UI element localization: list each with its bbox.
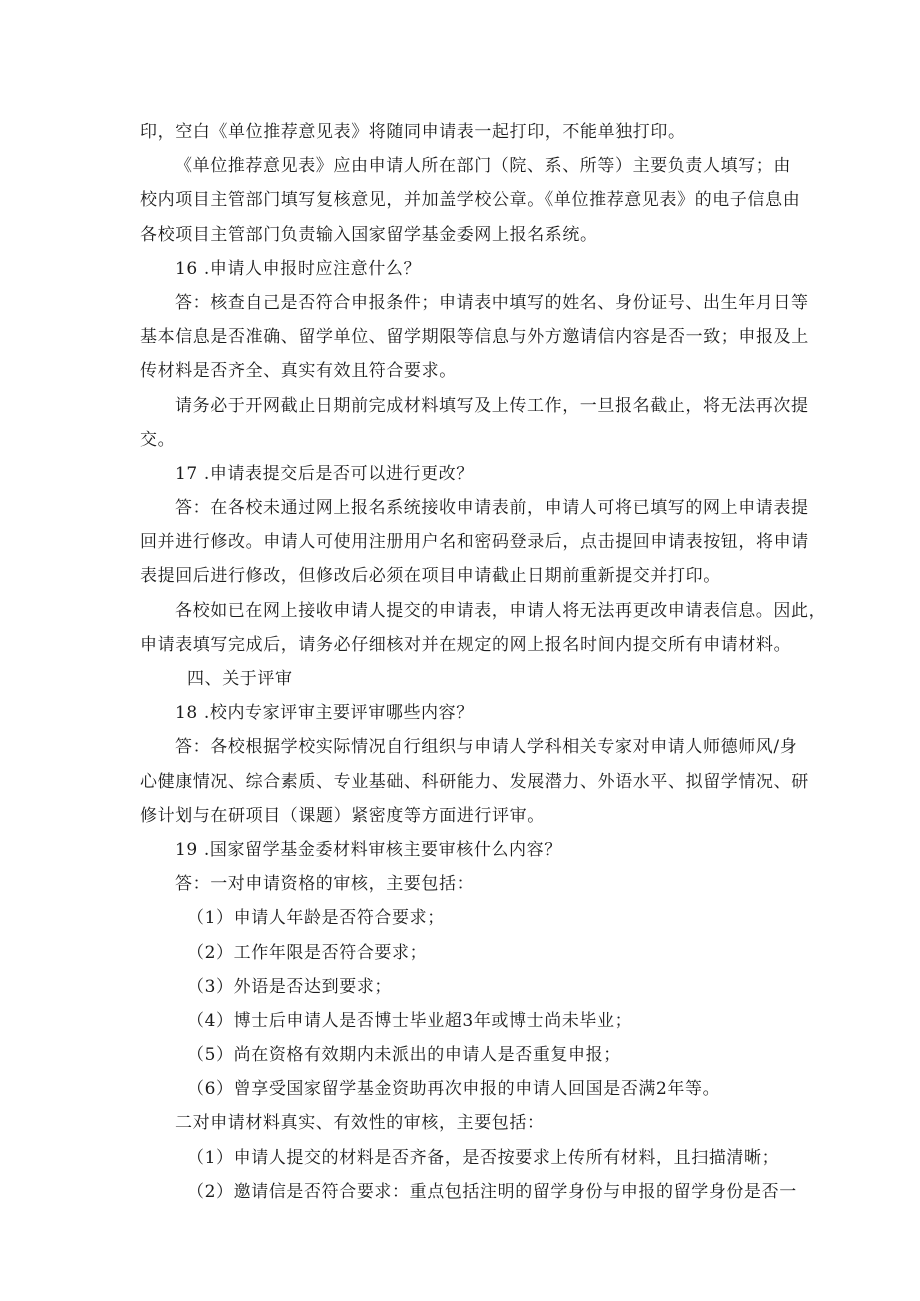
paragraph-line: 基本信息是否准确、留学单位、留学期限等信息与外方邀请信内容是否一致；申报及上: [140, 327, 809, 347]
list-item: （4）博士后申请人是否博士毕业超3年或博士尚未毕业；: [187, 1011, 633, 1031]
list-item: （3）外语是否达到要求；: [187, 977, 393, 997]
paragraph-line: 二对申请材料真实、有效性的审核，主要包括：: [175, 1113, 545, 1133]
paragraph-line: 交。: [140, 430, 176, 450]
list-item: （1）申请人提交的材料是否齐备，是否按要求上传所有材料，且扫描清晰；: [187, 1148, 780, 1168]
list-item: （1）申请人年龄是否符合要求；: [187, 908, 445, 928]
paragraph-line: 回并进行修改。申请人可使用注册用户名和密码登录后，点击提回申请表按钮，将申请: [140, 532, 809, 552]
question-heading-17: 17 .申请表提交后是否可以进行更改？: [175, 464, 474, 484]
paragraph-line: 印，空白《单位推荐意见表》将随同申请表一起打印，不能单独打印。: [140, 122, 686, 142]
paragraph-line: 各校如已在网上接收申请人提交的申请表，申请人将无法再更改申请表信息。因此，: [175, 601, 827, 621]
paragraph-line: 心健康情况、综合素质、专业基础、科研能力、发展潜力、外语水平、拟留学情况、研: [140, 772, 809, 792]
paragraph-line: 答：一对申请资格的审核，主要包括：: [175, 874, 475, 894]
paragraph-line: 答：各校根据学校实际情况自行组织与申请人学科相关专家对申请人师德师风/身: [175, 737, 798, 757]
paragraph-line: 答：在各校未通过网上报名系统接收申请表前，申请人可将已填写的网上申请表提: [175, 498, 809, 518]
question-heading-19: 19 .国家留学基金委材料审核主要审核什么内容？: [175, 840, 562, 860]
paragraph-line: 答：核查自己是否符合申报条件；申请表中填写的姓名、身份证号、出生年月日等: [175, 293, 809, 313]
paragraph-line: 传材料是否齐全、真实有效且符合要求。: [140, 361, 457, 381]
list-item: （2）邀请信是否符合要求：重点包括注明的留学身份与申报的留学身份是否一: [187, 1182, 797, 1202]
paragraph-line: 《单位推荐意见表》应由申请人所在部门（院、系、所等）主要负责人填写；由: [175, 156, 791, 176]
section-heading: 四、关于评审: [187, 669, 293, 689]
question-heading-18: 18 .校内专家评审主要评审哪些内容？: [175, 703, 474, 723]
list-item: （5）尚在资格有效期内未派出的申请人是否重复申报；: [187, 1045, 621, 1065]
paragraph-line: 各校项目主管部门负责输入国家留学基金委网上报名系统。: [140, 225, 598, 245]
question-heading-16: 16 .申请人申报时应注意什么？: [175, 259, 422, 279]
paragraph-line: 申请表填写完成后，请务必仔细核对并在规定的网上报名时间内提交所有申请材料。: [140, 635, 792, 655]
paragraph-line: 表提回后进行修改，但修改后必须在项目申请截止日期前重新提交并打印。: [140, 566, 721, 586]
paragraph-line: 校内项目主管部门填写复核意见，并加盖学校公章。《单位推荐意见表》的电子信息由: [140, 190, 801, 210]
paragraph-line: 请务必于开网截止日期前完成材料填写及上传工作，一旦报名截止，将无法再次提: [175, 396, 809, 416]
list-item: （2）工作年限是否符合要求；: [187, 943, 428, 963]
list-item: （6）曾享受国家留学基金资助再次申报的申请人回国是否满2年等。: [187, 1079, 721, 1099]
paragraph-line: 修计划与在研项目（课题）紧密度等方面进行评审。: [140, 806, 545, 826]
